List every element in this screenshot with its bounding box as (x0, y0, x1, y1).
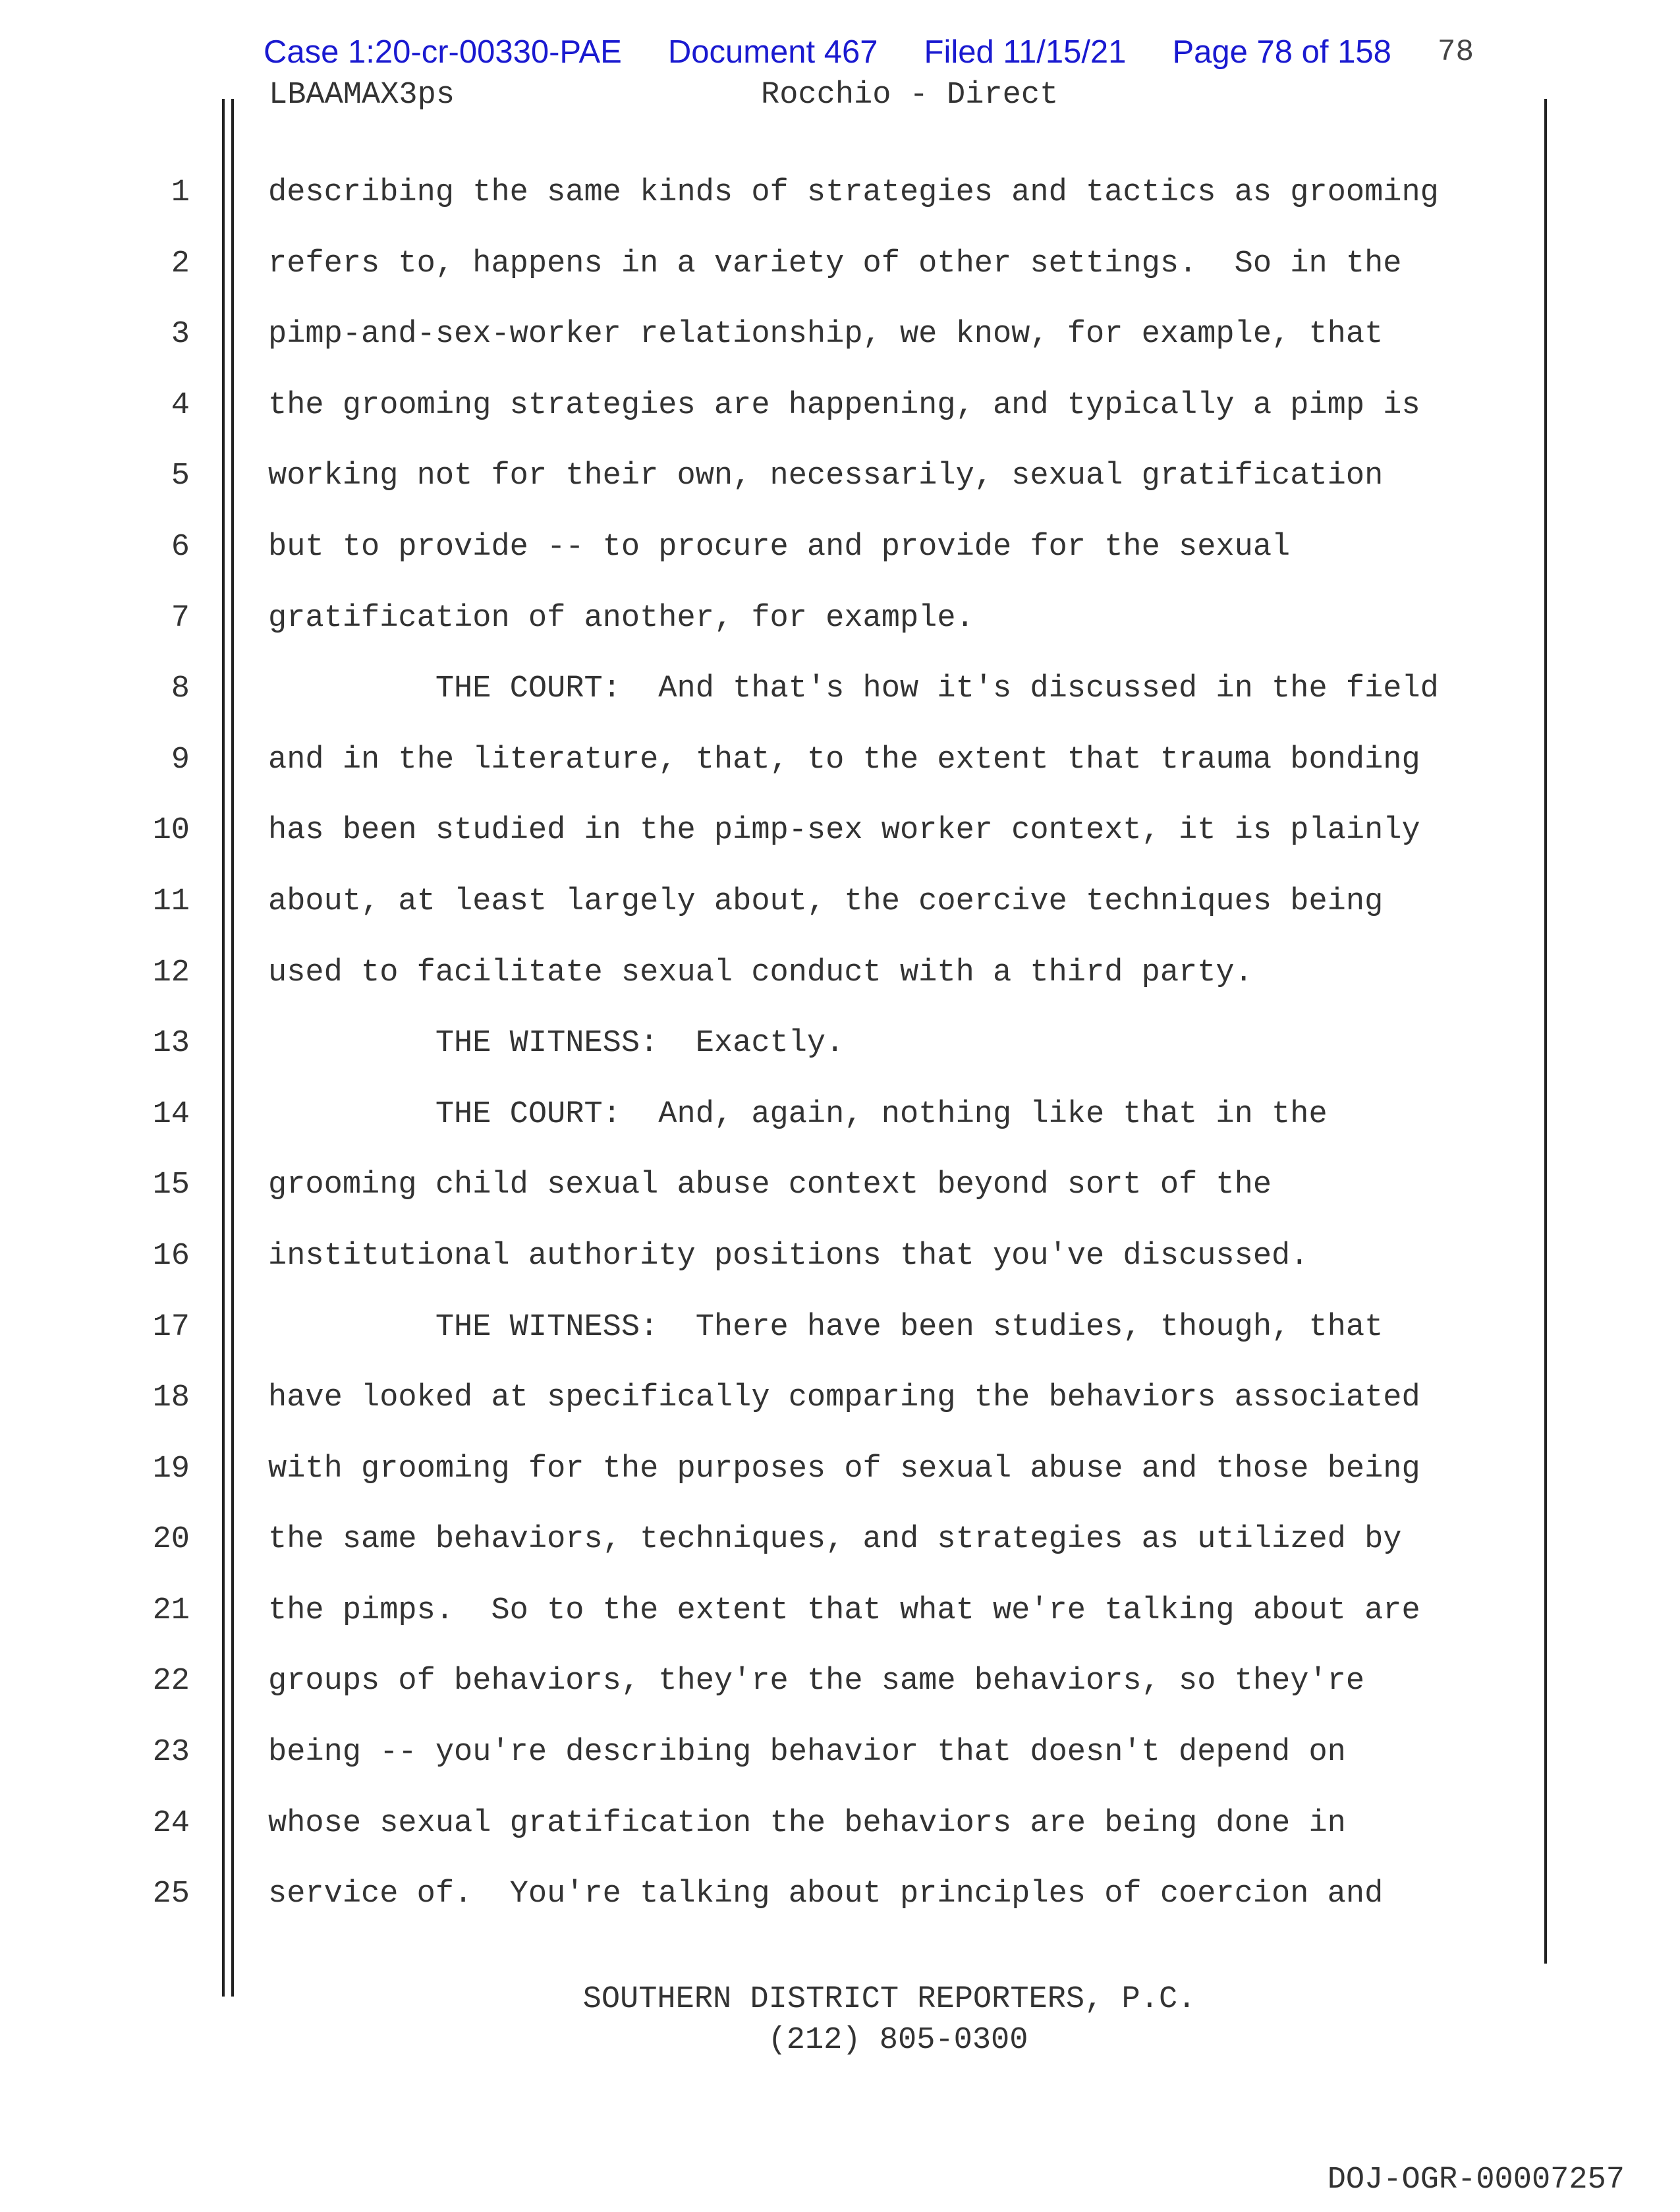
line-text: THE WITNESS: There have been studies, though, that (268, 1309, 1384, 1345)
line-number: 24 (152, 1805, 190, 1841)
transcript-line (0, 1517, 1680, 1588)
line-text: refers to, happens in a variety of other settings. So in the (268, 246, 1402, 281)
line-text: whose sexual gratification the behaviors are being done in (268, 1805, 1346, 1841)
transcript-line (0, 170, 1680, 241)
line-number: 20 (152, 1522, 190, 1558)
line-text: institutional authority positions that you've discussed. (268, 1238, 1309, 1274)
line-text: pimp-and-sex-worker relationship, we know, for example, that (268, 317, 1384, 353)
transcript-line (0, 312, 1680, 383)
document-number: Document 467 (667, 34, 878, 70)
transcript-line (0, 1659, 1680, 1730)
line-text: but to provide -- to procure and provide for the sexual (268, 529, 1291, 565)
footer-phone: (212) 805-0300 (768, 2023, 1028, 2058)
footer-reporter: SOUTHERN DISTRICT REPORTERS, P.C. (582, 1982, 1196, 2017)
line-number: 13 (152, 1026, 190, 1062)
transcript-line (0, 1446, 1680, 1517)
line-number: 22 (152, 1664, 190, 1699)
line-text: grooming child sexual abuse context beyond sort of the (268, 1168, 1272, 1203)
line-number: 5 (171, 459, 190, 494)
line-text: the grooming strategies are happening, and typically a pimp is (268, 387, 1420, 423)
case-number: Case 1:20-cr-00330-PAE (264, 34, 622, 70)
ecf-header-stamp (264, 29, 1474, 75)
line-text: groups of behaviors, they're the same behaviors, so they're (268, 1664, 1365, 1699)
line-number: 17 (152, 1309, 190, 1345)
line-number: 4 (171, 387, 190, 423)
line-text: gratification of another, for example. (268, 600, 974, 636)
line-number: 23 (152, 1735, 190, 1771)
transcript-line (0, 596, 1680, 667)
line-text: the same behaviors, techniques, and strategies as utilized by (268, 1522, 1402, 1558)
line-text: working not for their own, necessarily, sexual gratification (268, 459, 1384, 494)
line-number: 15 (152, 1168, 190, 1203)
line-number: 2 (171, 246, 190, 281)
line-text: about, at least largely about, the coercive techniques being (268, 884, 1384, 919)
line-text: have looked at specifically comparing the behaviors associated (268, 1380, 1420, 1416)
line-number: 1 (171, 175, 190, 210)
line-text: the pimps. So to the extent that what we're talking about are (268, 1593, 1420, 1628)
line-number: 18 (152, 1380, 190, 1416)
line-number: 7 (171, 600, 190, 636)
line-text: being -- you're describing behavior that doesn't depend on (268, 1735, 1346, 1771)
line-text: used to facilitate sexual conduct with a third party. (268, 955, 1253, 990)
line-number: 3 (171, 317, 190, 353)
transcript-line (0, 950, 1680, 1021)
running-header-code: LBAAMAX3ps (269, 78, 455, 113)
transcript-line (0, 1871, 1680, 1943)
transcript-page-number: 78 (1437, 35, 1474, 69)
transcript-line (0, 1162, 1680, 1234)
transcript-line (0, 1234, 1680, 1305)
transcript-line (0, 1092, 1680, 1163)
line-number: 8 (171, 671, 190, 707)
transcript-line (0, 241, 1680, 312)
transcript-line (0, 1801, 1680, 1872)
line-number: 25 (152, 1877, 190, 1912)
transcript-line (0, 1021, 1680, 1092)
line-text: THE WITNESS: Exactly. (268, 1026, 845, 1062)
line-text: with grooming for the purposes of sexual abuse and those being (268, 1451, 1420, 1487)
transcript-line (0, 879, 1680, 950)
line-text: THE COURT: And that's how it's discussed in the field (268, 671, 1439, 707)
transcript-line (0, 1588, 1680, 1659)
line-text: service of. You're talking about principles of coercion and (268, 1877, 1384, 1912)
transcript-line (0, 453, 1680, 525)
transcript-line (0, 666, 1680, 737)
line-text: and in the literature, that, to the extent that trauma bonding (268, 742, 1420, 778)
line-number: 11 (152, 884, 190, 919)
line-number: 21 (152, 1593, 190, 1628)
line-number: 12 (152, 955, 190, 990)
transcript-line (0, 1375, 1680, 1446)
line-text: describing the same kinds of strategies and tactics as grooming (268, 175, 1439, 210)
transcript-line (0, 737, 1680, 808)
line-number: 19 (152, 1451, 190, 1487)
line-text: THE COURT: And, again, nothing like that in the (268, 1096, 1328, 1132)
line-number: 9 (171, 742, 190, 778)
line-number: 6 (171, 529, 190, 565)
transcript-lines (0, 170, 1680, 1943)
filed-date: Filed 11/15/21 (924, 34, 1127, 70)
transcript-line (0, 525, 1680, 596)
page-of-total: Page 78 of 158 (1172, 34, 1391, 70)
bates-number: DOJ-OGR-00007257 (1327, 2163, 1625, 2198)
transcript-line (0, 1730, 1680, 1801)
line-number: 14 (152, 1096, 190, 1132)
transcript-line (0, 808, 1680, 879)
transcript-line (0, 383, 1680, 454)
running-header-title: Rocchio - Direct (761, 78, 1059, 113)
line-text: has been studied in the pimp-sex worker context, it is plainly (268, 813, 1420, 849)
line-number: 10 (152, 813, 190, 849)
line-number: 16 (152, 1238, 190, 1274)
transcript-line (0, 1305, 1680, 1376)
